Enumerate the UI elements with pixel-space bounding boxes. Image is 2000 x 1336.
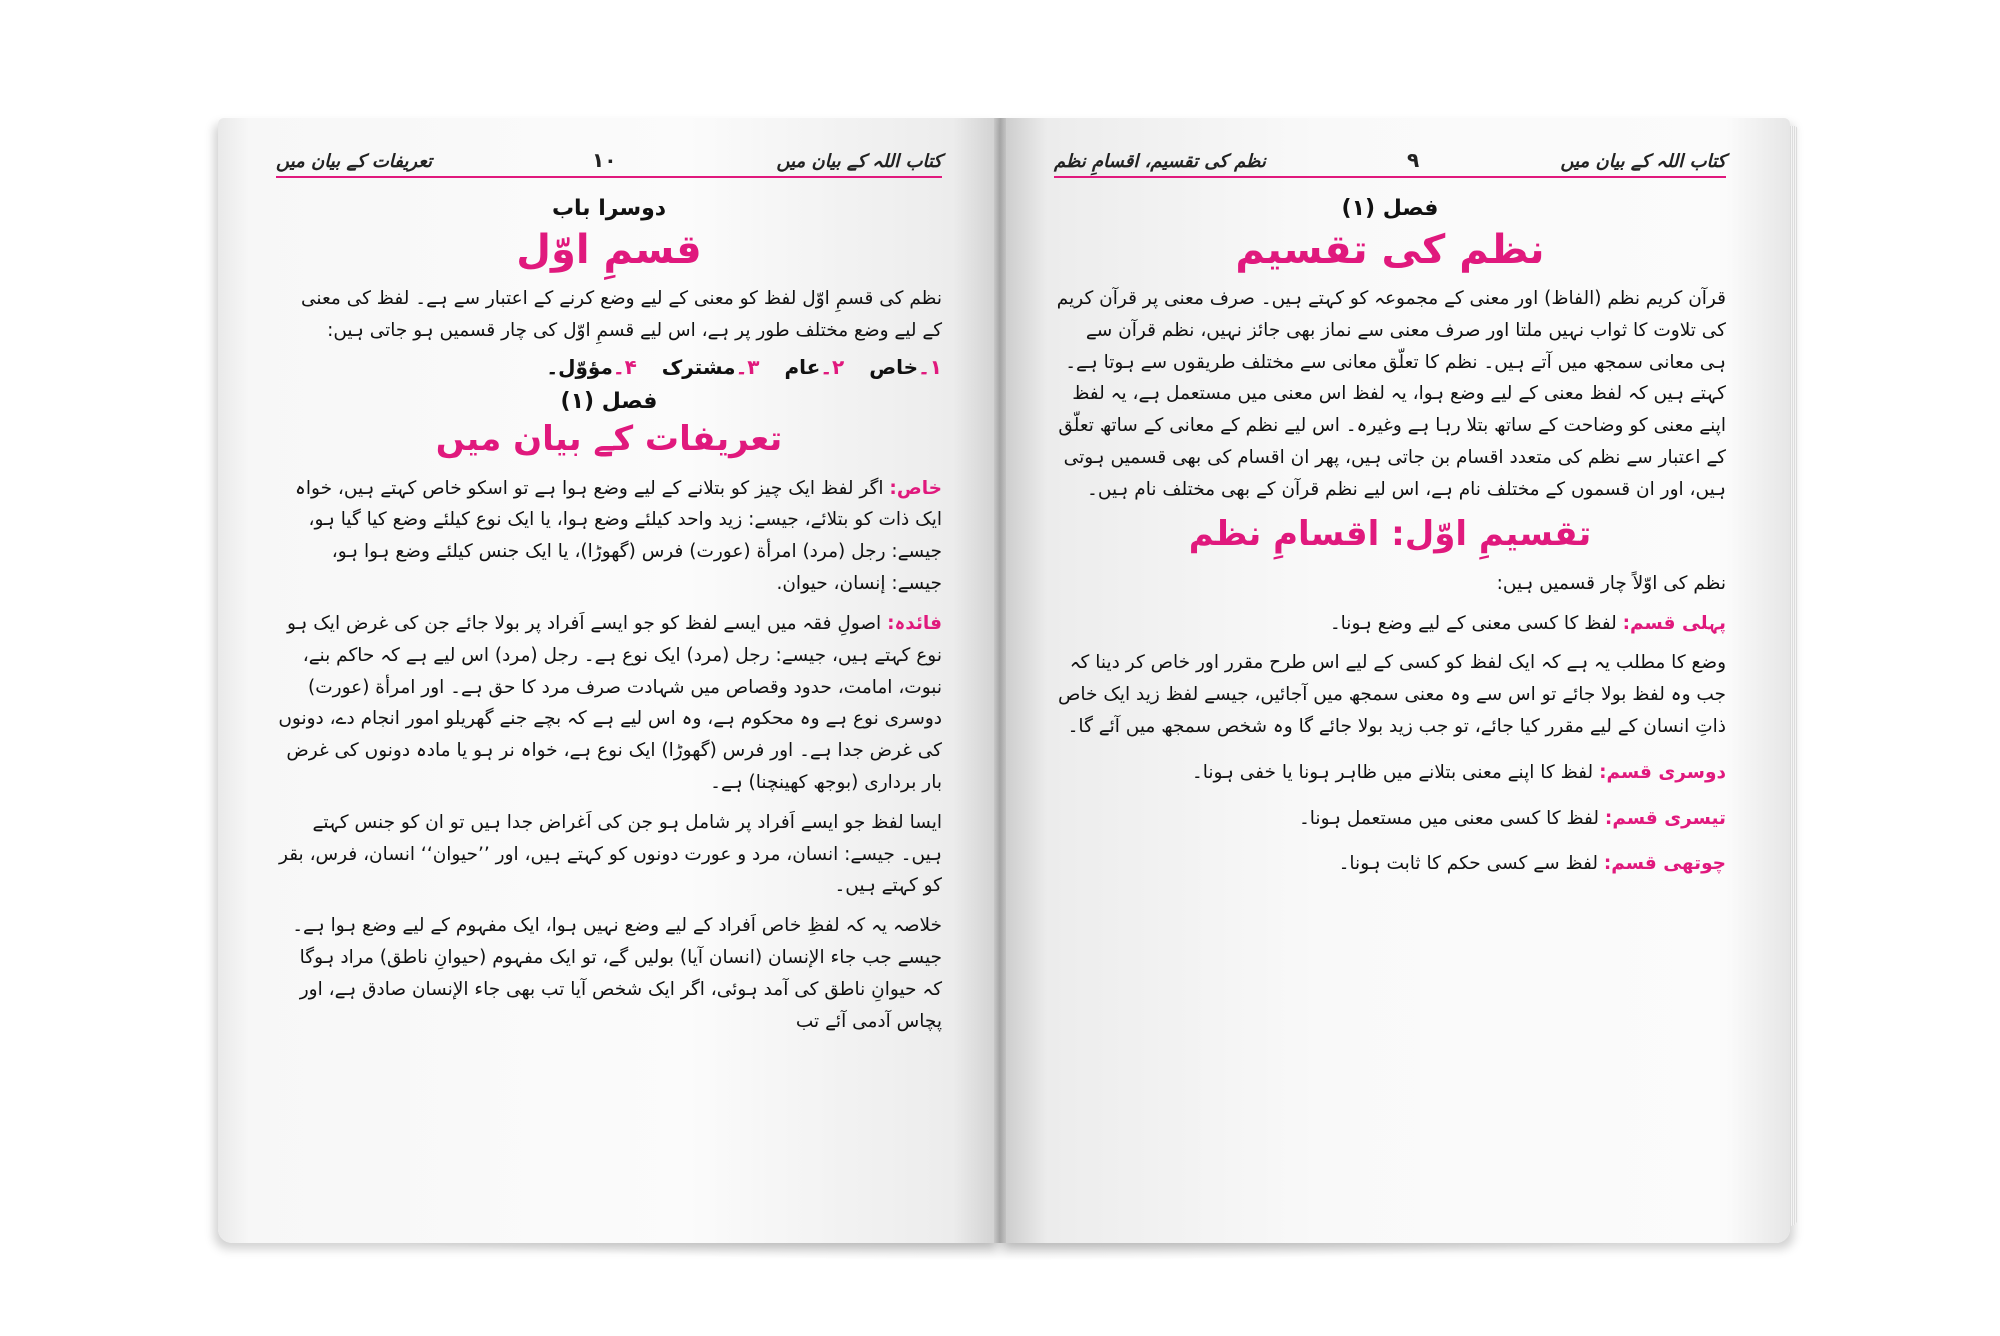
teesri-text: لفظ کا کسی معنی میں مستعمل ہونا۔: [1298, 807, 1600, 829]
right-fasl-label: فصل (۱): [1341, 196, 1439, 221]
taqseem-intro: نظم کی اوّلاً چار قسمیں ہیں:: [1496, 572, 1726, 594]
jins-paragraph: ایسا لفظ جو ایسے اَفراد پر شامل ہو جن کی اَغراض جدا ہیں تو ان کو جنس کہتے ہیں۔ جیسے: انسان، مرد و عورت دونوں کو کہتے ہیں، اور ’’حیوان‘‘ انسان، فرس، بقر کو کہتے ہیں۔: [278, 811, 942, 897]
left-header-title: تعریفات کے بیان میں: [276, 151, 433, 172]
book-spine: [994, 118, 1006, 1243]
pehli-text: لفظ کا کسی معنی کے لیے وضع ہونا۔: [1329, 612, 1617, 634]
doosri-qism: [1054, 757, 1726, 789]
section-title: قسمِ اوّل: [516, 227, 702, 273]
khas-paragraph: [276, 473, 942, 600]
khas-text: اگر لفظ ایک چیز کو بتلانے کے لیے وضع ہوا ہے تو اسکو خاص کہتے ہیں، خواہ ایک ذات کو بتلائے، جیسے: زید واحد کیلئے وضع ہوا، یا ایک نوع کیلئے وضع کیا گیا ہو، جیسے: رجل (مرد) امرأة (عورت) فرس (گھوڑا)، یا ایک جنس کیلئے وضع ہوا ہو، جیسے: إنسان، حیوان.: [295, 477, 942, 595]
khas-term: خاص:: [889, 477, 942, 499]
wadh-paragraph: وضع کا مطلب یہ ہے کہ ایک لفظ کو کسی کے لیے اس طرح مقرر اور خاص کر دینا کہ جب وہ لفظ بولا جائے تو اس سے وہ معنی سمجھ میں آجائیں، جیسے لفظ زید ایک خاص ذاتِ انسان کے لیے مقرر کیا جائے، تو جب زید بولا جائے گا وہ شخص سمجھ میں آئے گا۔: [1058, 652, 1726, 737]
chauthi-term: چوتھی قسم:: [1603, 853, 1726, 875]
doosri-text: لفظ کا اپنے معنی بتلانے میں ظاہر ہونا یا خفی ہونا۔: [1191, 761, 1594, 783]
khulasa-paragraph: خلاصہ یہ کہ لفظِ خاص اَفراد کے لیے وضع نہیں ہوا، ایک مفہوم کے لیے وضع ہوا ہے۔ جیسے جب جاء الإنسان (انسان آیا) بولیں گے، تو ایک مفہوم (حیوانِ ناطق) مراد ہوگا کہ حیوانِ ناطق کی آمد ہوئی، اگر ایک شخص آیا تب بھی جاء الإنسان صادق ہے، اور پچاس آدمی آئے تب: [292, 915, 942, 1032]
taqseem-title: تقسیمِ اوّل: اقسامِ نظم: [1188, 513, 1592, 554]
pehli-qism: [1054, 608, 1726, 640]
chapter-label: دوسرا باب: [551, 196, 667, 221]
teesri-qism: [1054, 803, 1726, 835]
left-fasl-label: فصل (۱): [560, 388, 658, 414]
right-page-content: [1054, 148, 1726, 1203]
doosri-term: دوسری قسم:: [1599, 761, 1726, 783]
faida-text: اصولِ فقہ میں ایسے لفظ کو جو ایسے اَفراد پر بولا جائے جن کی غرض ایک ہو نوع کہتے ہیں، جیسے: رجل (مرد) ایک نوع ہے۔ رجل (مرد) اس لیے ہے کہ حاکم بنے، نبوت، امامت، حدود وقصاص میں شہادت صرف مرد کا حق ہے۔ اور امرأة (عورت) دوسری نوع ہے وہ محکوم ہے، وہ اس لیے ہے کہ بچے جنے گھریلو امور انجام دے، دونوں کی غرض جدا ہے۔ اور فرس (گھوڑا) ایک نوع ہے، خواہ نر ہو یا مادہ دونوں کی غرض بار برداری (بوجھ کھینچنا) ہے۔: [278, 612, 942, 793]
right-header-title: نظم کی تقسیم، اقسامِ نظم: [1054, 151, 1266, 172]
pehli-term: پہلی قسم:: [1622, 612, 1726, 634]
left-page: [218, 118, 1000, 1243]
left-header-book: کتاب اللہ کے بیان میں: [776, 151, 942, 172]
category-list: [276, 355, 942, 379]
category-item: ۲۔عام: [784, 354, 845, 379]
chauthi-text: لفظ سے کسی حکم کا ثابت ہونا۔: [1338, 853, 1599, 875]
faida-term: فائدہ:: [887, 612, 942, 634]
right-fasl-title: نظم کی تقسیم: [1235, 227, 1545, 273]
left-fasl-title: تعریفات کے بیان میں: [435, 418, 783, 459]
left-page-content: [276, 148, 942, 1203]
right-page-number: ۹: [1407, 148, 1420, 172]
category-item: ۳۔مشترک: [661, 354, 760, 379]
left-intro-paragraph: نظم کی قسمِ اوّل لفظ کو معنی کے لیے وضع کرنے کے اعتبار سے ہے۔ لفظ کی معنی کے لیے وضع مختلف طور پر ہے، اس لیے قسمِ اوّل کی چار قسمیں ہو جاتی ہیں:: [300, 288, 942, 341]
right-page: [1000, 118, 1790, 1243]
chauthi-qism: [1054, 848, 1726, 880]
right-header-book: کتاب اللہ کے بیان میں: [1560, 151, 1726, 172]
category-item: ۱۔خاص: [869, 354, 942, 379]
category-item: ۴۔مؤوّل۔: [546, 354, 637, 379]
faida-paragraph: [276, 608, 942, 799]
right-running-header: [1054, 148, 1726, 178]
page-edges: [1790, 126, 1798, 1226]
left-page-number: ۱۰: [592, 148, 617, 172]
right-intro-paragraph: قرآن کریم نظم (الفاظ) اور معنی کے مجموعہ کو کہتے ہیں۔ صرف معنی پر قرآن کریم کی تلاوت کا ثواب نہیں ملتا اور صرف معنی سے نماز بھی جائز نہیں، نظم قرآن سے ہی معانی سمجھ میں آتے ہیں۔ نظم کا تعلّق معانی سے مختلف طریقوں سے ہوتا ہے۔ کہتے ہیں کہ لفظ معنی کے لیے وضع ہوا، یہ لفظ اس معنی میں مستعمل ہے، یہ لفظ اپنے معنی کو وضاحت کے ساتھ بتلا رہا ہے وغیرہ۔ اس لیے نظم کے معانی کے ساتھ تعلّق کے اعتبار سے نظم کی متعدد اقسام بن جاتی ہیں، پھر ان اقسام کی بھی قسمیں ہوتی ہیں، اور ان قسموں کے مختلف نام ہے، اس لیے نظم قرآن کے بھی مختلف نام ہیں۔: [1056, 288, 1726, 500]
left-running-header: [276, 148, 942, 178]
teesri-term: تیسری قسم:: [1604, 807, 1726, 829]
